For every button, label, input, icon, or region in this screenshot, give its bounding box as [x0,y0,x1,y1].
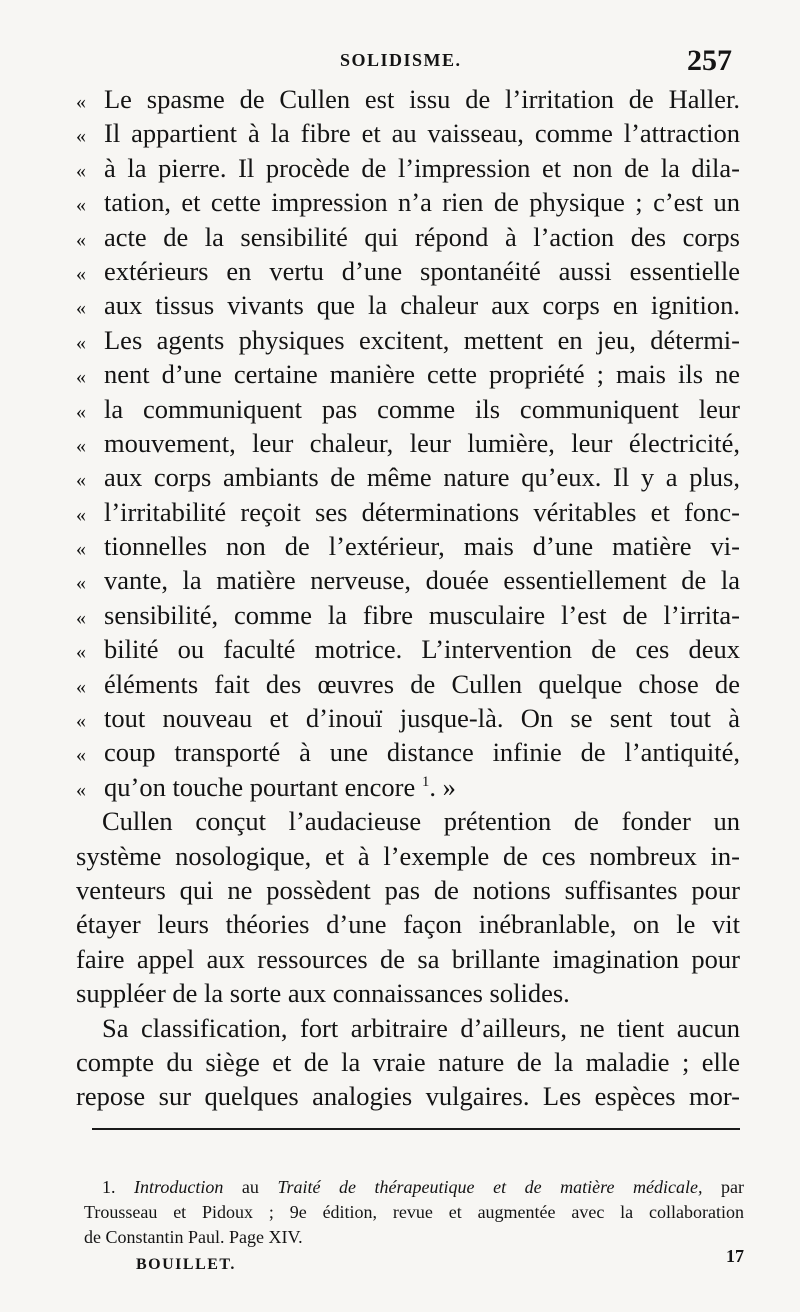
running-title: SOLIDISME. [340,50,462,70]
signature-number: 17 [726,1246,744,1266]
quote-line [76,116,740,150]
quote-mark: « [76,744,86,767]
quote-line-text: acte de la sensibilité qui répond à l’action des corps [104,221,740,252]
quote-mark: « [76,538,86,561]
quote-last-text: qu’on touche pourtant encore [104,771,416,802]
quote-mark: « [76,675,86,698]
quote-line [76,392,740,426]
quote-line-text: Il appartient à la fibre et au vaisseau, comme l’attraction [104,118,740,149]
quote-mark: « [76,434,86,457]
paragraph-line-text: suppléer de la sorte aux connaissances solides. [76,978,570,1009]
quote-line [76,632,740,666]
quote-line-text: aux tissus vivants que la chaleur aux corps en ignition. [104,290,740,321]
body-text [76,82,740,1114]
paragraph-line [76,976,740,1010]
quote-line-text: tionnelles non de l’extérieur, mais d’une matière vi- [104,531,740,562]
quote-line-text: coup transporté à une distance infinie de l’antiquité, [104,737,740,768]
quote-line-text: mouvement, leur chaleur, leur lumière, leur électricité, [104,427,740,458]
quote-line-text: la communiquent pas comme ils communiquent leur [104,393,740,424]
signature-line [84,1246,744,1282]
quote-line [76,185,740,219]
quote-line [76,323,740,357]
paragraph-line [76,873,740,907]
quote-line [76,151,740,185]
footnote-number: 1. [102,1177,116,1197]
footnote-title-1: Introduction [134,1177,224,1197]
paragraph-2 [76,1011,740,1114]
quote-mark: « [76,572,86,595]
quote-line [76,701,740,735]
page-number: 257 [687,44,732,77]
quote-line-text: sensibilité, comme la fibre musculaire l’est de l’irrita- [104,599,740,630]
quote-line [76,426,740,460]
paragraph-line-text: système nosologique, et à l’exemple de ces nombreux in- [76,840,740,871]
footnote-line-3: de Constantin Paul. Page XIV. [84,1227,303,1247]
signature-author: BOUILLET. [136,1256,236,1273]
quote-line-text: extérieurs en vertu d’une spontanéité aussi essentielle [104,255,740,286]
quote-mark: « [76,159,86,182]
footnote-line-1 [84,1175,744,1200]
running-head [92,46,742,86]
quote-mark: « [76,262,86,285]
footnote-title-2: Traité de thérapeutique et de matière médicale, [277,1177,703,1197]
quote-line [76,495,740,529]
footnote-line-2: Trousseau et Pidoux ; 9e édition, revue et augmentée avec la collaboration [84,1202,744,1222]
quote-line-text: Le spasme de Cullen est issu de l’irritation de Haller. [104,84,740,114]
paragraph-line [76,804,740,838]
quote-mark: « [76,778,86,801]
paragraph-line-text: Sa classification, fort arbitraire d’ailleurs, ne tient aucun [102,1012,740,1043]
paragraph-line [76,1045,740,1079]
paragraph-line-text: Cullen conçut l’audacieuse prétention de fonder un [102,806,740,837]
footnote-rule [92,1128,740,1130]
paragraph-line-text: faire appel aux ressources de sa brillante imagination pour [76,943,740,974]
quote-mark: « [76,469,86,492]
footnote-text-1: au [241,1177,259,1197]
quote-last-line [76,770,740,804]
quote-mark: « [76,366,86,389]
paragraph-line [76,839,740,873]
quote-mark: « [76,606,86,629]
quote-line-text: vante, la matière nerveuse, douée essentiellement de la [104,565,740,596]
paragraph-line-text: compte du siège et de la vraie nature de la maladie ; elle [76,1046,740,1077]
paragraph-line-text: repose sur quelques analogies vulgaires. Les espèces mor- [76,1081,740,1112]
quote-mark: « [76,641,86,664]
quote-line-text: tout nouveau et d’inouï jusque-là. On se sent tout à [104,703,740,734]
quote-line-text: Les agents physiques excitent, mettent en jeu, détermi- [104,324,740,355]
paragraph-line [76,942,740,976]
quote-mark: « [76,297,86,320]
quote-mark: « [76,331,86,354]
quote-mark: « [76,194,86,217]
quote-line-text: bilité ou faculté motrice. L’intervention de ces deux [104,634,740,665]
paragraph-line-text: venteurs qui ne possèdent pas de notions suffisantes pour [76,874,740,905]
quote-line [76,735,740,769]
footnote-marker: 1 [421,773,430,790]
paragraph-line [76,1011,740,1045]
quote-close: . » [429,771,456,802]
quote-line [76,667,740,701]
quote-mark: « [76,91,86,113]
paragraph-line [76,907,740,941]
quote-line [76,563,740,597]
quote-mark: « [76,503,86,526]
quotation-block [76,82,740,770]
quote-mark: « [76,400,86,423]
quote-line-text: à la pierre. Il procède de l’impression et non de la dila- [104,152,740,183]
quote-mark: « [76,228,86,251]
paragraph-line [76,1079,740,1113]
quote-line [76,82,740,116]
footnote [84,1175,744,1250]
paragraph-1 [76,804,740,1010]
quote-line-text: aux corps ambiants de même nature qu’eux. Il y a plus, [104,462,740,493]
quote-line [76,254,740,288]
quote-mark: « [76,125,86,148]
quote-line [76,529,740,563]
footnote-text-2: par [721,1177,745,1197]
quote-line [76,598,740,632]
quote-line-text: tation, et cette impression n’a rien de physique ; c’est un [104,187,740,218]
quote-line [76,460,740,494]
quote-line [76,220,740,254]
quote-line [76,288,740,322]
quote-line [76,357,740,391]
quote-line-text: éléments fait des œuvres de Cullen quelque chose de [104,668,740,699]
quote-line-text: l’irritabilité reçoit ses déterminations véritables et fonc- [104,496,740,527]
paragraph-line-text: étayer leurs théories d’une façon inébranlable, on le vit [76,909,740,940]
quote-line-text: nent d’une certaine manière cette propriété ; mais ils ne [104,359,740,390]
quote-mark: « [76,710,86,733]
